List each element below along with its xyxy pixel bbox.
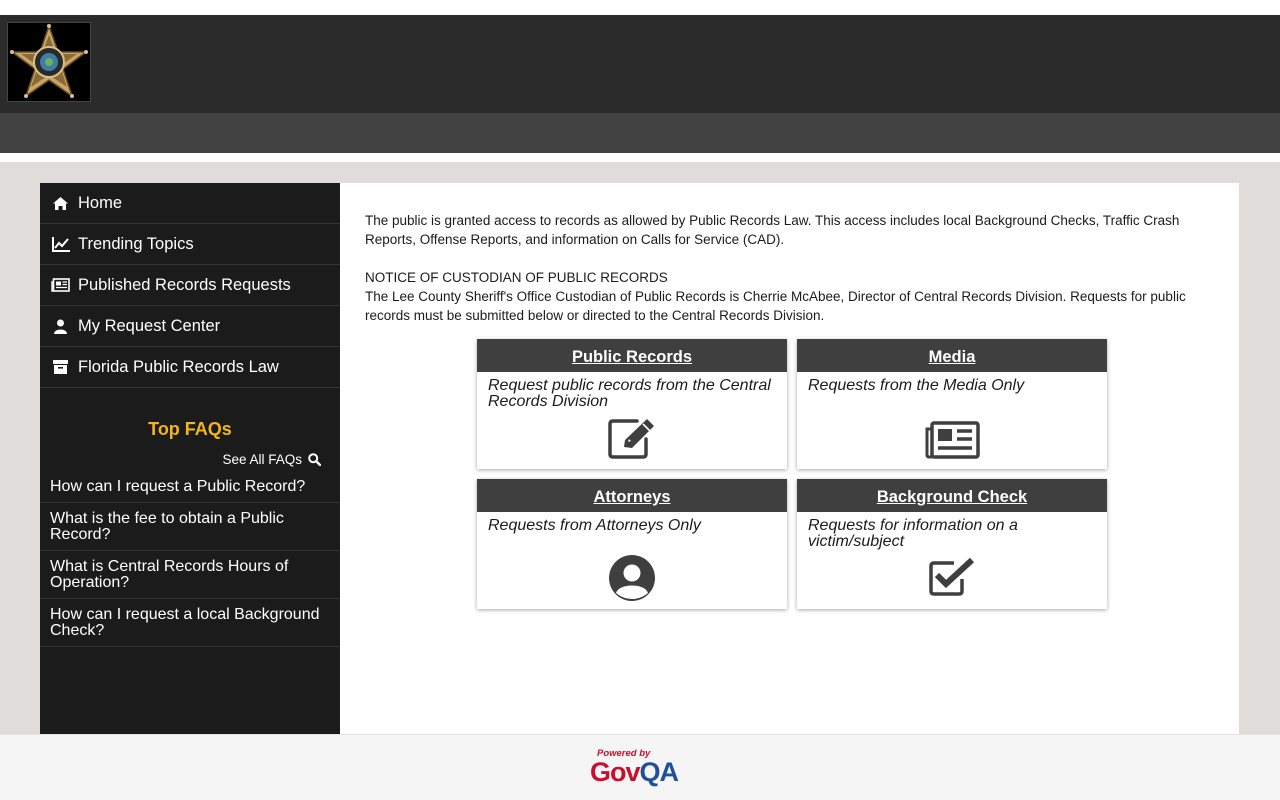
background-check-card[interactable] (797, 479, 1107, 609)
notice-title: NOTICE OF CUSTODIAN OF PUBLIC RECORDS (365, 270, 668, 285)
faq-item[interactable]: What is Central Records Hours of Operation? (40, 551, 340, 599)
see-all-faqs-link[interactable] (40, 447, 340, 471)
attorneys-card[interactable] (477, 479, 787, 609)
brand-qa: QA (639, 757, 679, 787)
footer (0, 734, 1280, 800)
user-icon (51, 318, 70, 334)
sheriff-star-badge-icon (9, 23, 89, 101)
powered-by-text: Powered by (597, 748, 651, 759)
sidebar-item-label: Florida Public Records Law (78, 357, 279, 376)
sub-header-bar (0, 113, 1280, 153)
user-circle-icon (477, 553, 787, 603)
faq-item[interactable]: How can I request a local Background Check? (40, 599, 340, 647)
card-title[interactable]: Attorneys (477, 479, 787, 512)
sheriff-logo[interactable] (7, 22, 91, 102)
sidebar-item-label: Home (78, 193, 123, 212)
brand-gov: Gov (590, 757, 640, 787)
card-description: Requests for information on a victim/subject (808, 517, 1018, 550)
newspaper-icon (51, 277, 70, 293)
faq-item[interactable]: How can I request a Public Record? (40, 471, 340, 503)
notice-body: The Lee County Sheriff's Office Custodian of Public Records is Cherrie McAbee, Director of Central Records Division. Requests for public records must be submitted below or directed to the Central Records Division. (365, 289, 1186, 323)
card-title[interactable]: Public Records (477, 339, 787, 372)
sidebar-item-florida-public-records-law[interactable] (40, 347, 340, 388)
sidebar-item-label: My Request Center (78, 316, 221, 335)
media-card[interactable] (797, 339, 1107, 469)
public-records-card[interactable] (477, 339, 787, 469)
sidebar-item-label: Trending Topics (78, 234, 194, 253)
line-chart-icon (51, 236, 70, 252)
card-description: Requests from Attorneys Only (488, 517, 701, 534)
see-all-faqs-label: See All FAQs (222, 451, 302, 467)
archive-icon (51, 359, 70, 375)
sidebar-item-published-records[interactable] (40, 265, 340, 306)
card-description: Requests from the Media Only (808, 377, 1025, 394)
govqa-brand (590, 757, 678, 788)
govqa-logo[interactable] (590, 748, 692, 788)
main-content (340, 183, 1239, 734)
check-square-icon (797, 557, 1107, 597)
home-icon (51, 195, 70, 211)
sidebar-item-label: Published Records Requests (78, 275, 291, 294)
faq-item[interactable]: What is the fee to obtain a Public Record? (40, 503, 340, 551)
card-description: Request public records from the Central Records Division (488, 377, 771, 410)
top-faqs-title: Top FAQs (148, 419, 232, 439)
sidebar-item-my-request-center[interactable] (40, 306, 340, 347)
search-icon (308, 453, 321, 466)
card-title[interactable]: Background Check (797, 479, 1107, 512)
sidebar-item-trending-topics[interactable] (40, 224, 340, 265)
edit-icon (477, 417, 787, 459)
card-title[interactable]: Media (797, 339, 1107, 372)
newspaper-icon (797, 421, 1107, 459)
intro-paragraph: The public is granted access to records as allowed by Public Records Law. This access includes local Background Checks, Traffic Crash Reports, Offense Reports, and information on Calls for Service (CAD). (365, 213, 1180, 247)
top-header (0, 15, 1280, 113)
sidebar-item-home[interactable] (40, 183, 340, 224)
sidebar (40, 183, 340, 734)
intro-text (365, 211, 1215, 325)
